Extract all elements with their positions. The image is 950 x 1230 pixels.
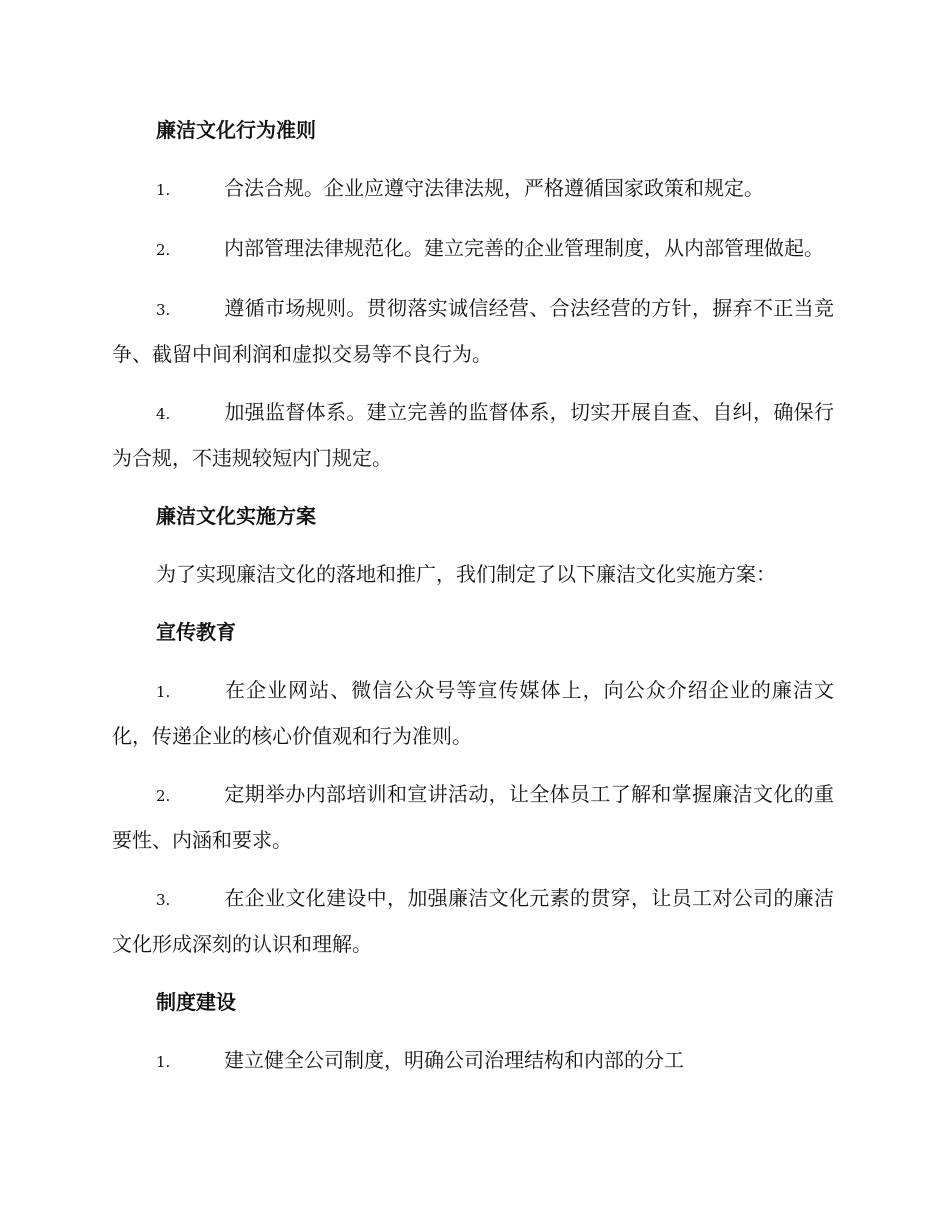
- list-item: [112, 772, 834, 862]
- list-number: 1.: [156, 1053, 171, 1071]
- list-item: [112, 166, 834, 212]
- list-text: 在企业网站、微信公众号等宣传媒体上，向公众介绍企业的廉洁文化，传递企业的核心价值观和行为准则。: [112, 678, 834, 748]
- list-item: [112, 390, 834, 480]
- list-item: [112, 286, 834, 376]
- list-number: 1.: [156, 181, 171, 199]
- section-heading-publicity: 宣传教育: [156, 620, 236, 644]
- list-number: 2.: [156, 787, 171, 805]
- list-text: 建立健全公司制度，明确公司治理结构和内部的分工: [224, 1048, 684, 1072]
- list-number: 1.: [156, 683, 171, 701]
- list-number: 3.: [156, 301, 171, 319]
- section-heading-conduct: 廉洁文化行为准则: [156, 118, 316, 142]
- list-text: 加强监督体系。建立完善的监督体系，切实开展自查、自纠，确保行为合规，不违规较短内门规定。: [112, 400, 834, 470]
- list-text: 遵循市场规则。贯彻落实诚信经营、合法经营的方针，摒弃不正当竞争、截留中间利润和虚拟交易等不良行为。: [112, 296, 834, 366]
- section-heading-system: 制度建设: [156, 990, 236, 1014]
- list-text: 合法合规。企业应遵守法律法规，严格遵循国家政策和规定。: [224, 176, 764, 200]
- list-item: [112, 668, 834, 758]
- list-text: 在企业文化建设中，加强廉洁文化元素的贯穿，让员工对公司的廉洁文化形成深刻的认识和理解。: [112, 886, 834, 956]
- list-text: 内部管理法律规范化。建立完善的企业管理制度，从内部管理做起。: [224, 236, 824, 260]
- list-item: [112, 1038, 834, 1084]
- document-page: [112, 108, 834, 1098]
- list-text: 定期举办内部培训和宣讲活动，让全体员工了解和掌握廉洁文化的重要性、内涵和要求。: [112, 782, 834, 852]
- list-item: [112, 876, 834, 966]
- plan-intro-paragraph: 为了实现廉洁文化的落地和推广，我们制定了以下廉洁文化实施方案：: [156, 562, 776, 586]
- section-heading-plan: 廉洁文化实施方案: [156, 504, 316, 528]
- list-number: 4.: [156, 405, 171, 423]
- list-number: 2.: [156, 241, 171, 259]
- list-item: [112, 226, 834, 272]
- list-number: 3.: [156, 891, 171, 909]
